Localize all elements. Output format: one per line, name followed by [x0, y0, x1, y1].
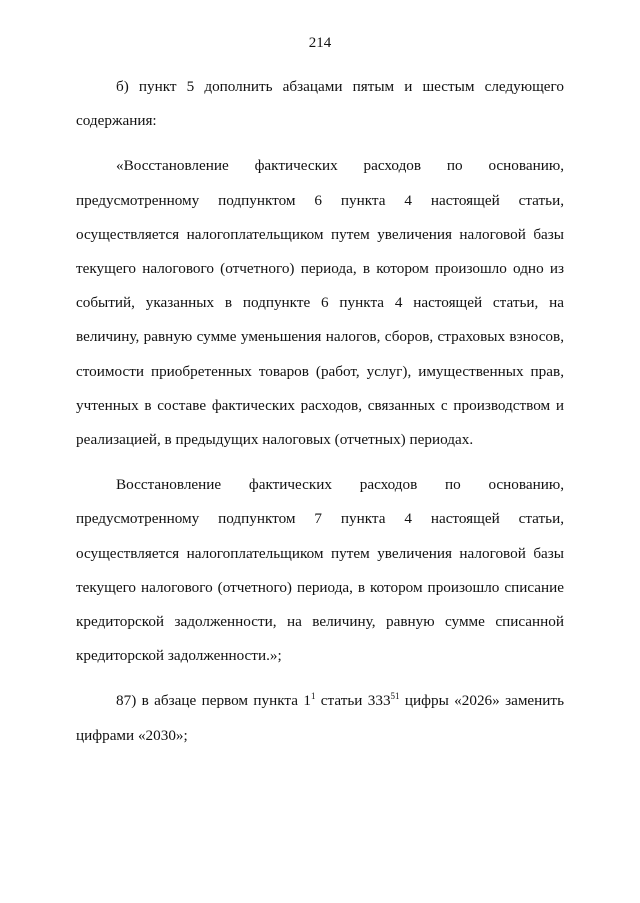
amendment-87-text-2: статьи 333 [315, 692, 391, 710]
document-body [76, 70, 564, 753]
superscript-1: 1 [310, 691, 316, 702]
paragraph-restoration-subpoint-6: «Восстановление фактических расходов по основанию, предусмотренному подпунктом 6 пункта 4 настоящей статьи, осуществляется налогоплательщиком путем увеличения налоговой базы текущего налогового (отчетного) периода, в котором произошло одно из событий, указанных в подпункте 6 пункта 4 настоящей статьи, на величину, равную сумме уменьшения налогов, сборов, страховых взносов, стоимости приобретенных товаров (работ, услуг), имущественных прав, учтенных в составе фактических расходов, связанных с производством и реализацией, в предыдущих налоговых (отчетных) периодах. [76, 157, 564, 449]
amendment-87-text-1: 87) в абзаце первом пункта 1 [116, 692, 311, 710]
paragraph-restoration-subpoint-7: Восстановление фактических расходов по основанию, предусмотренному подпунктом 7 пункта 4 настоящей статьи, осуществляется налогоплательщиком путем увеличения налоговой базы текущего налогового (отчетного) периода, в котором произошло списание кредиторской задолженности, на величину, равную сумме списанной кредиторской задолженности.»; [76, 476, 564, 665]
amendment-87-text-3: цифры «2026» заменить цифрами «2030»; [76, 692, 564, 744]
paragraph-amendment-b: б) пункт 5 дополнить абзацами пятым и шестым следующего содержания: [76, 78, 564, 130]
paragraph-amendment-87 [76, 684, 564, 752]
superscript-51: 51 [390, 691, 400, 702]
page-number: 214 [308, 35, 332, 51]
